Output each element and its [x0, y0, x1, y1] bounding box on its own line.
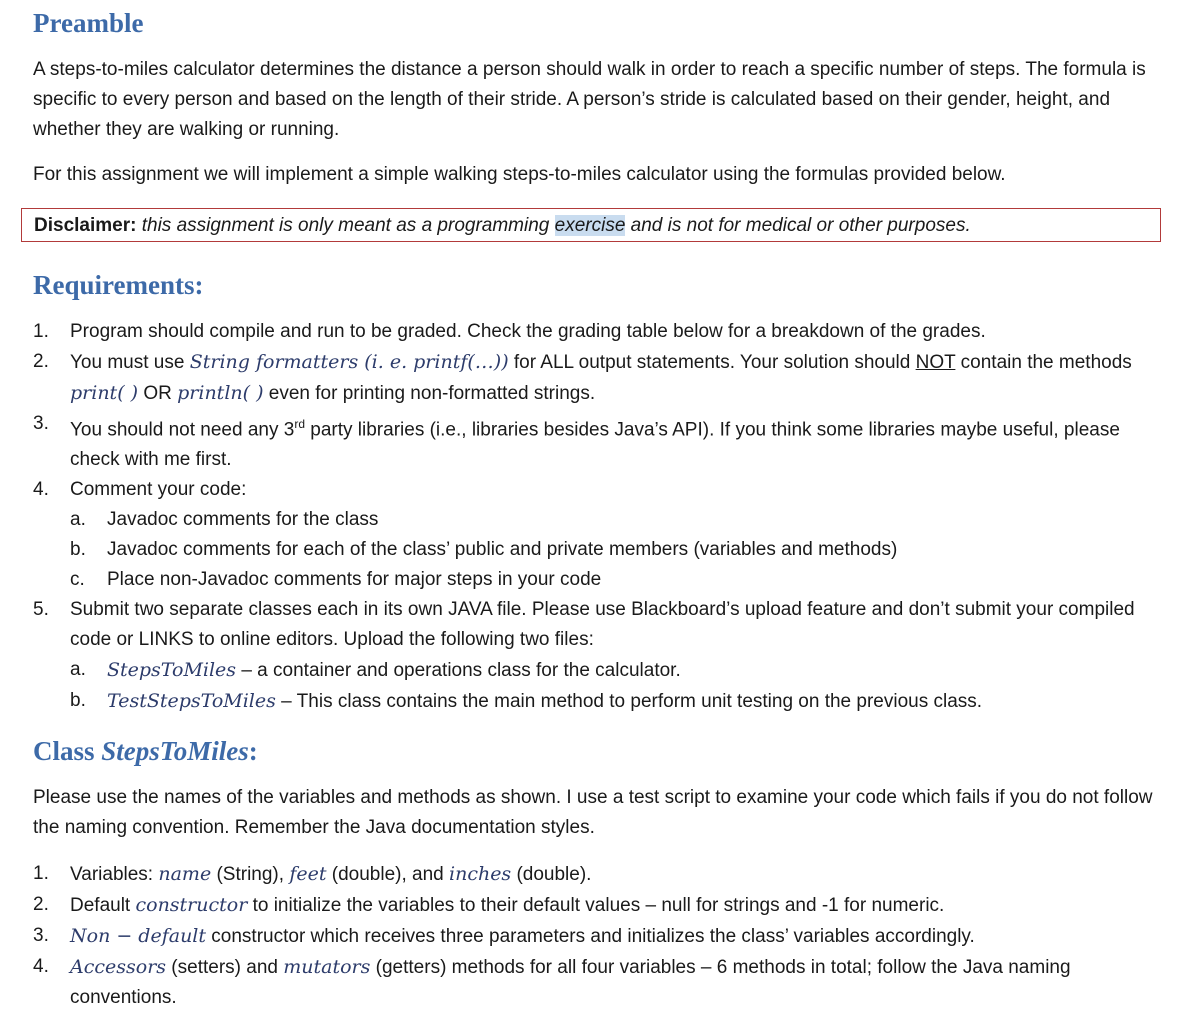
- list-number: 3.: [33, 925, 49, 946]
- sublist-text: Javadoc comments for the class: [107, 509, 379, 531]
- disclaimer-body: [136, 215, 970, 236]
- sublist-letter: b.: [70, 539, 86, 561]
- class-item-text: Variables:: [70, 864, 159, 885]
- requirement-text: OR: [138, 383, 178, 404]
- requirement-text: contain the methods: [955, 352, 1132, 373]
- class-item-text: Default: [70, 895, 136, 916]
- list-number: 2.: [33, 894, 49, 915]
- preamble-heading: Preamble: [33, 8, 144, 38]
- sublist-text: – a container and operations class for the calculator.: [236, 660, 681, 682]
- sublist-letter: a.: [70, 659, 86, 681]
- requirement-text: Submit two separate classes each in its own JAVA file. Please use Blackboard’s upload feature and don’t submit your compiled code or LINKS to online editors. Upload the following two files:: [70, 599, 1135, 651]
- disclaimer-text-after: and is not for medical or other purposes.: [625, 215, 971, 236]
- class-item-text: constructor which receives three parameters and initializes the class’ variables accordingly.: [206, 926, 975, 947]
- class-item-3: [33, 921, 1158, 952]
- disclaimer-lead: Disclaimer:: [34, 215, 137, 236]
- class-paragraph: Please use the names of the variables and methods as shown. I use a test script to examine your code which fails if you do not follow the naming convention. Remember the Java documentation styles.: [33, 787, 1153, 838]
- math-inches: inches: [449, 863, 512, 885]
- list-number: 2.: [33, 351, 49, 372]
- requirement-text: even for printing non-formatted strings.: [263, 383, 596, 404]
- requirements-list: [33, 317, 1158, 717]
- class-item-4: [33, 952, 1158, 1013]
- sublist-text: – This class contains the main method to perform unit testing on the previous class.: [275, 691, 983, 713]
- math-accessors: Accessors: [70, 956, 167, 978]
- class-heading-prefix: Class: [33, 736, 102, 766]
- list-number: 5.: [33, 599, 49, 621]
- list-number: 4.: [33, 956, 49, 977]
- class-heading-name: StepsToMiles: [101, 736, 249, 766]
- math-steps-to-miles: StepsToMiles: [107, 659, 237, 682]
- sublist-letter: b.: [70, 690, 86, 712]
- disclaimer-text: [34, 211, 971, 241]
- math-string-formatters: String formatters (i. e. printf(…)): [189, 351, 509, 373]
- requirement-sublist: [70, 505, 1158, 595]
- underlined-not: NOT: [915, 352, 956, 373]
- disclaimer-text-before: this assignment is only meant as a programming: [136, 215, 555, 236]
- requirements-heading: Requirements:: [33, 270, 204, 300]
- requirement-text: You must use: [70, 352, 190, 373]
- requirement-text: Comment your code:: [70, 479, 247, 501]
- requirement-item-4: [33, 475, 1158, 595]
- requirement-item-2: [33, 347, 1158, 409]
- sublist-letter: c.: [70, 569, 85, 591]
- class-item-text: (double), and: [326, 864, 449, 885]
- class-item-text: (getters) methods for all four variables – 6 methods in total; follow the Java naming conventions.: [70, 957, 1071, 1008]
- math-constructor: constructor: [135, 894, 248, 916]
- disclaimer-highlighted-word: exercise: [554, 215, 626, 236]
- sublist-text: Javadoc comments for each of the class’ public and private members (variables and methods): [107, 539, 898, 561]
- requirement-item-3: [33, 409, 1158, 475]
- requirement-text: You should not need any 3: [70, 419, 295, 441]
- math-name: name: [158, 863, 212, 885]
- requirement-text: for ALL output statements. Your solution should: [508, 352, 916, 373]
- disclaimer-box: [21, 208, 1161, 242]
- list-number: 1.: [33, 863, 49, 884]
- sublist-item: [70, 505, 1158, 535]
- preamble-paragraph-2: For this assignment we will implement a simple walking steps-to-miles calculator using the formulas provided below.: [33, 164, 1006, 185]
- requirement-item-1: [33, 317, 1158, 347]
- class-heading-suffix: :: [248, 736, 258, 766]
- sublist-item: [70, 565, 1158, 595]
- list-number: 3.: [33, 413, 49, 434]
- requirement-sublist: [70, 655, 1158, 717]
- math-mutators: mutators: [283, 956, 371, 978]
- requirement-text: Program should compile and run to be graded. Check the grading table below for a breakdown of the grades.: [70, 321, 986, 342]
- preamble-paragraph-1: A steps-to-miles calculator determines the distance a person should walk in order to reach a specific number of steps. The formula is specific to every person and based on the length of their stride. A person’s stride is calculated based on their gender, height, and whether they are walking or running.: [33, 59, 1146, 140]
- math-println: println( ): [177, 382, 264, 404]
- sublist-item: [70, 686, 1158, 717]
- requirement-text: party libraries (i.e., libraries besides Java’s API). If you think some libraries maybe useful, please check with me first.: [70, 419, 1120, 471]
- class-item-text: (double).: [511, 864, 592, 885]
- list-number: 1.: [33, 321, 49, 342]
- sublist-item: [70, 535, 1158, 565]
- math-feet: feet: [289, 863, 327, 885]
- class-heading: [33, 736, 258, 767]
- superscript-rd: rd: [294, 417, 305, 431]
- sublist-text: Place non-Javadoc comments for major steps in your code: [107, 569, 602, 591]
- class-list: [33, 859, 1158, 1013]
- math-print: print( ): [70, 382, 139, 404]
- class-item-text: (setters) and: [166, 957, 284, 978]
- list-number: 4.: [33, 479, 49, 501]
- requirement-item-5: [33, 595, 1158, 717]
- class-item-text: (String),: [211, 864, 290, 885]
- class-item-text: to initialize the variables to their default values – null for strings and -1 for numeric.: [247, 895, 945, 916]
- class-item-1: [33, 859, 1158, 890]
- sublist-letter: a.: [70, 509, 86, 531]
- math-non-default: Non − default: [70, 925, 207, 947]
- sublist-item: [70, 655, 1158, 686]
- math-test-steps-to-miles: TestStepsToMiles: [107, 690, 276, 713]
- class-item-2: [33, 890, 1158, 921]
